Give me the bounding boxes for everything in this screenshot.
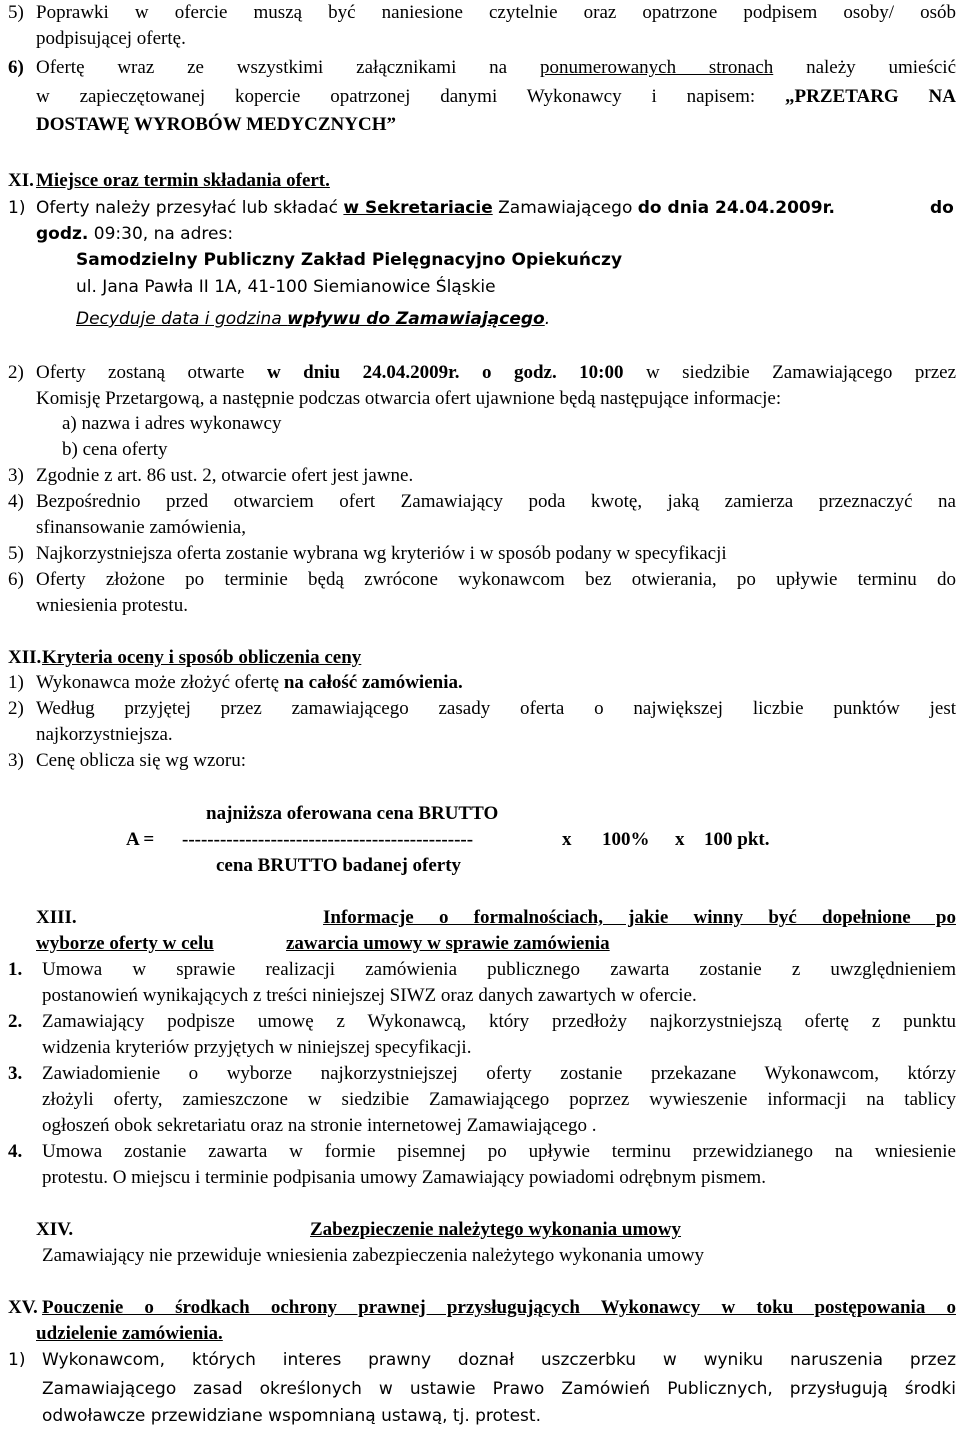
list-number: 1)	[8, 1350, 26, 1370]
paragraph-line: złożyli oferty, zamieszczone w siedzibie Zamawiającego poprzez wywieszenie informacji na tablicy	[42, 1089, 956, 1110]
list-number: 1)	[8, 198, 26, 218]
formula-denominator: cena BRUTTO badanej oferty	[216, 855, 462, 876]
paragraph-line: Zamawiającego zasad określonych w ustawie Prawo Zamówień Publicznych, przysługują środki	[42, 1379, 956, 1399]
section-title: Pouczenie o środkach ochrony prawnej przysługujących Wykonawcy w toku postępowania o	[42, 1297, 956, 1318]
paragraph-line: wniesienia protestu.	[36, 595, 188, 616]
section-number: XIV.	[36, 1219, 74, 1240]
paragraph-line: Oferty zostaną otwarte w dniu 24.04.2009r. o godz. 10:00 w siedzibie Zamawiającego przez	[36, 362, 957, 383]
list-number: 2.	[8, 1011, 23, 1032]
paragraph-line: Według przyjętej przez zamawiającego zasady oferta o największej liczbie punktów jest	[36, 698, 956, 719]
address-line: ul. Jana Pawła II 1A, 41-100 Siemianowice Śląskie	[76, 277, 496, 297]
paragraph-line: Oferty złożone po terminie będą zwrócone wykonawcom bez otwierania, po upływie terminu do	[36, 569, 956, 590]
section-number: XII.	[8, 647, 42, 668]
sub-list-item: a) nazwa i adres wykonawcy	[62, 413, 282, 434]
paragraph-line: godz. 09:30, na adres:	[36, 224, 234, 244]
formula-numerator: najniższa oferowana cena BRUTTO	[206, 803, 499, 824]
list-number: 2)	[8, 362, 24, 383]
list-number: 4)	[8, 491, 24, 512]
section-title: udzielenie zamówienia.	[36, 1323, 223, 1344]
paragraph-line: w zapieczętowanej kopercie opatrzonej danymi Wykonawcy i napisem: „PRZETARG NA	[36, 86, 956, 107]
paragraph-line: sfinansowanie zamówienia,	[36, 517, 246, 538]
paragraph-line: Oferty należy przesyłać lub składać w Sekretariacie Zamawiającego do dnia 24.04.2009r.	[36, 198, 835, 218]
paragraph-line: podpisującej ofertę.	[36, 28, 186, 49]
paragraph-line: najkorzystniejsza.	[36, 724, 173, 745]
address-line: Samodzielny Publiczny Zakład Pielęgnacyjno Opiekuńczy	[76, 250, 623, 270]
paragraph-line: Zgodnie z art. 86 ust. 2, otwarcie ofert jest jawne.	[36, 465, 414, 486]
paragraph-line: Cenę oblicza się wg wzoru:	[36, 750, 246, 771]
formula-fraction-line: ----------------------------------------------	[182, 829, 474, 850]
paragraph-line: Bezpośrednio przed otwarciem ofert Zamawiający poda kwotę, jaką zamierza przeznaczyć na	[36, 491, 956, 512]
paragraph-line: ogłoszeń obok sekretariatu oraz na stronie internetowej Zamawiającego .	[42, 1115, 597, 1136]
formula-percent: 100%	[602, 829, 650, 850]
section-title: wyborze oferty w celu	[36, 933, 214, 954]
formula-multiply: x	[562, 829, 572, 850]
section-title: Zabezpieczenie należytego wykonania umowy	[310, 1219, 682, 1240]
paragraph-line: widzenia kryteriów przyjętych w niniejszej specyfikacji.	[42, 1037, 472, 1058]
paragraph-line: postanowień wynikających z treści niniejszej SIWZ oraz danych zawartych w ofercie.	[42, 985, 697, 1006]
paragraph-line: Zamawiający nie przewiduje wniesienia zabezpieczenia należytego wykonania umowy	[42, 1245, 705, 1266]
paragraph-line: Umowa w sprawie realizacji zamówienia publicznego zawarta zostanie z uwzględnieniem	[42, 959, 956, 980]
paragraph-line: odwoławcze przewidziane wspomnianą ustawą, tj. protest.	[42, 1406, 541, 1426]
list-number: 3.	[8, 1063, 23, 1084]
list-number: 3)	[8, 465, 24, 486]
formula-points: 100 pkt.	[704, 829, 770, 850]
list-number: 1)	[8, 672, 24, 693]
note-line: Decyduje data i godzina wpływu do Zamawiającego.	[76, 309, 551, 329]
paragraph-line: protestu. O miejscu i terminie podpisania umowy Zamawiający powiadomi odrębnym pismem.	[42, 1167, 766, 1188]
paragraph-line: Zawiadomienie o wyborze najkorzystniejszej oferty zostanie przekazane Wykonawcom, którzy	[42, 1063, 956, 1084]
paragraph-line: Wykonawcom, których interes prawny doznał uszczerbku w wyniku naruszenia przez	[42, 1350, 956, 1370]
paragraph-line: do	[930, 198, 954, 218]
paragraph-line: Umowa zostanie zawarta w formie pisemnej po upływie terminu przewidzianego na wniesienie	[42, 1141, 956, 1162]
list-number: 5)	[8, 543, 24, 564]
list-number: 4.	[8, 1141, 23, 1162]
formula-multiply: x	[675, 829, 685, 850]
section-title: Miejsce oraz termin składania ofert.	[36, 170, 330, 191]
paragraph-line: Zamawiający podpisze umowę z Wykonawcą, który przedłoży najkorzystniejszą ofertę z punktu	[42, 1011, 956, 1032]
list-number: 1.	[8, 959, 23, 980]
section-number: XIII.	[36, 907, 77, 928]
section-number: XI.	[8, 170, 34, 191]
section-title: Kryteria oceny i sposób obliczenia ceny	[42, 647, 362, 668]
section-number: XV.	[8, 1297, 38, 1318]
formula-label: A =	[126, 829, 155, 850]
section-title: Informacje o formalnościach, jakie winny być dopełnione po	[323, 907, 956, 928]
paragraph-line: Wykonawca może złożyć ofertę na całość zamówienia.	[36, 672, 463, 693]
list-number: 6)	[8, 57, 24, 78]
paragraph-line: Poprawki w ofercie muszą być naniesione czytelnie oraz opatrzone podpisem osoby/ osób	[36, 2, 956, 23]
sub-list-item: b) cena oferty	[62, 439, 168, 460]
section-title: zawarcia umowy w sprawie zamówienia	[286, 933, 610, 954]
list-number: 3)	[8, 750, 24, 771]
list-number: 5)	[8, 2, 24, 23]
list-number: 6)	[8, 569, 24, 590]
paragraph-line: Ofertę wraz ze wszystkimi załącznikami na ponumerowanych stronach należy umieścić	[36, 57, 956, 78]
list-number: 2)	[8, 698, 24, 719]
paragraph-line: Najkorzystniejsza oferta zostanie wybrana wg kryteriów i w sposób podany w specyfikacji	[36, 543, 727, 564]
paragraph-line: Komisję Przetargową, a następnie podczas otwarcia ofert ujawnione będą następujące informacje:	[36, 388, 782, 409]
paragraph-line: DOSTAWĘ WYROBÓW MEDYCZNYCH”	[36, 114, 396, 135]
